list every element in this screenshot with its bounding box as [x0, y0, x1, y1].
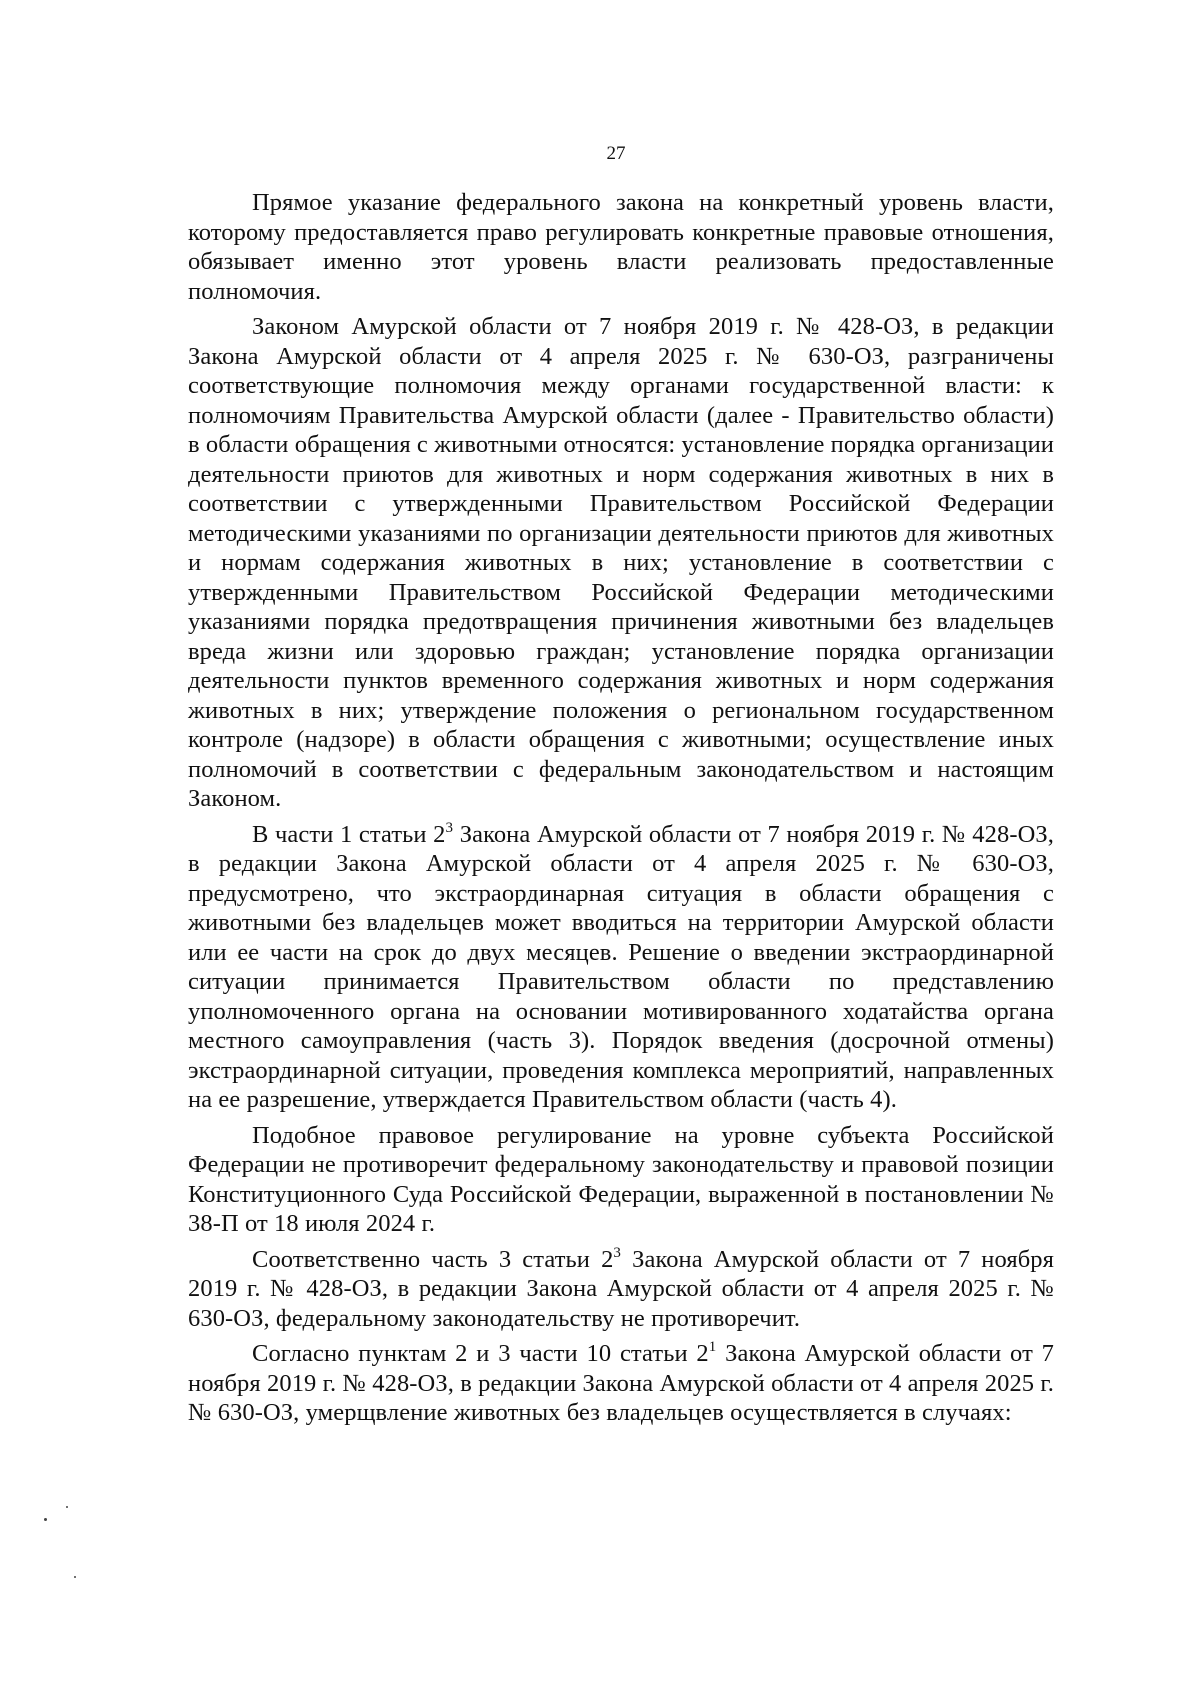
paragraph-euthanasia-cases [188, 1339, 1054, 1428]
paragraph-text: Закона Амурской области от 7 ноября 2019 г. № 428-ОЗ, в редакции Закона Амурской области от 4 апреля 2025 г. № 630-ОЗ, федеральному законодательству не противоречит. [188, 1245, 1054, 1332]
paragraph-text: Законом Амурской области от 7 ноября 2019 г. № 428-ОЗ, в редакции Закона Амурской области от 4 апреля 2025 г. № 630-ОЗ, разграничены соответствующие полномочия между органами государственной власти: к полномочиям Правительства Амурской области (далее - Правительство области) в области обращения с животными относятся: установление порядка организации деятельности приютов для животных и норм содержания животных в них в соответствии с утвержденными Правительством Российской Федерации методическими указаниями по организации деятельности приютов для животных и нормам содержания животных в них; установление в соответствии с утвержденными Правительством Российской Федерации методическими указаниями порядка предотвращения причинения животными без владельцев вреда жизни или здоровью граждан; установление порядка организации деятельности пунктов временного содержания животных и норм содержания животных в них; утверждение положения о региональном государственном контроле (надзоре) в области обращения с животными; осуществление иных полномочий в соответствии с федеральным законодательством и настоящим Законом. [188, 313, 1054, 812]
paragraph-conclusion [188, 1245, 1054, 1334]
paragraph-federal-law [188, 188, 1054, 306]
superscript: 3 [445, 819, 454, 836]
paragraph-text: Прямое указание федерального закона на конкретный уровень власти, которому предоставляется право регулировать конкретные правовые отношения, обязывает именно этот уровень власти реализовать предоставленные полномочия. [188, 189, 1054, 305]
paragraph-text: Закона Амурской области от 7 ноября 2019 г. № 428-ОЗ, в редакции Закона Амурской области от 4 апреля 2025 г. № 630-ОЗ, умерщвление животных без владельцев осуществляется в случаях: [188, 1340, 1054, 1426]
scan-speck [44, 1518, 47, 1521]
paragraph-constitutional-court [188, 1121, 1054, 1239]
paragraph-amur-law-powers [188, 312, 1054, 814]
paragraph-text: Согласно пунктам 2 и 3 части 10 статьи 2 [252, 1340, 709, 1367]
superscript: 3 [613, 1244, 622, 1261]
superscript: 1 [708, 1339, 717, 1355]
paragraph-text: В части 1 статьи 2 [252, 820, 446, 848]
document-body [188, 188, 1054, 1434]
paragraph-text: Соответственно часть 3 статьи 2 [252, 1245, 614, 1273]
paragraph-text: Подобное правовое регулирование на уровне субъекта Российской Федерации не противоречит федеральному законодательству и правовой позиции Конституционного Суда Российской Федерации, выраженной в постановлении № 38-П от 18 июля 2024 г. [188, 1121, 1054, 1237]
paragraph-text: Закона Амурской области от 7 ноября 2019 г. № 428-ОЗ, в редакции Закона Амурской области от 4 апреля 2025 г. № 630-ОЗ, предусмотрено, что экстраординарная ситуация в области обращения с животными без владельцев может вводиться на территории Амурской области или ее части на срок до двух месяцев. Решение о введении экстраординарной ситуации принимается Правительством области по представлению уполномоченного органа на основании мотивированного ходатайства органа местного самоуправления (часть 3). Порядок введения (досрочной отмены) экстраординарной ситуации, проведения комплекса мероприятий, направленных на ее разрешение, утверждается Правительством области (часть 4). [188, 820, 1054, 1113]
scan-speck [66, 1506, 68, 1508]
paragraph-extraordinary-situation [188, 820, 1054, 1115]
scan-speck [74, 1576, 76, 1578]
page-number: 27 [606, 143, 626, 164]
